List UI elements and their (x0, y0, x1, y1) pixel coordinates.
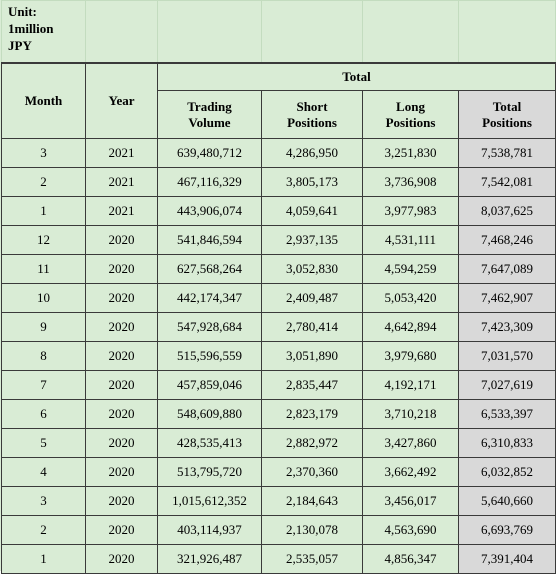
short-positions-cell: 3,051,890 (262, 342, 363, 371)
month-cell: 10 (2, 284, 86, 313)
total-positions-cell: 7,468,246 (459, 226, 556, 255)
month-cell: 6 (2, 400, 86, 429)
year-cell: 2020 (86, 313, 158, 342)
trading-volume-cell: 467,116,329 (158, 168, 262, 197)
long-positions-cell: 3,662,492 (363, 458, 459, 487)
total-group-header: Total (158, 63, 556, 91)
trading-volume-cell: 403,114,937 (158, 516, 262, 545)
trading-volume-cell: 513,795,720 (158, 458, 262, 487)
long-positions-cell: 4,594,259 (363, 255, 459, 284)
short-positions-cell: 2,370,360 (262, 458, 363, 487)
month-cell: 2 (2, 168, 86, 197)
short-positions-cell: 2,184,643 (262, 487, 363, 516)
long-positions-header: Long Positions (363, 91, 459, 139)
table-row (2, 458, 556, 487)
table-row (2, 226, 556, 255)
empty-cell (86, 1, 158, 63)
trading-volume-cell: 547,928,684 (158, 313, 262, 342)
long-positions-cell: 3,251,830 (363, 139, 459, 168)
short-positions-cell: 2,409,487 (262, 284, 363, 313)
trading-volume-cell: 428,535,413 (158, 429, 262, 458)
year-cell: 2020 (86, 545, 158, 574)
positions-table (1, 0, 556, 574)
empty-cell (459, 1, 556, 63)
table-row (2, 400, 556, 429)
table-row (2, 313, 556, 342)
short-positions-cell: 2,937,135 (262, 226, 363, 255)
long-positions-cell: 3,979,680 (363, 342, 459, 371)
total-positions-cell: 7,391,404 (459, 545, 556, 574)
long-positions-cell: 3,736,908 (363, 168, 459, 197)
year-cell: 2020 (86, 458, 158, 487)
table-row (2, 371, 556, 400)
month-cell: 5 (2, 429, 86, 458)
trading-volume-cell: 443,906,074 (158, 197, 262, 226)
total-positions-cell: 7,538,781 (459, 139, 556, 168)
total-positions-cell: 7,647,089 (459, 255, 556, 284)
trading-volume-header: Trading Volume (158, 91, 262, 139)
long-positions-cell: 3,710,218 (363, 400, 459, 429)
empty-cell (262, 1, 363, 63)
table-row (2, 255, 556, 284)
year-cell: 2020 (86, 342, 158, 371)
table-row (2, 139, 556, 168)
year-cell: 2020 (86, 429, 158, 458)
table-body (2, 139, 556, 574)
month-cell: 11 (2, 255, 86, 284)
trading-volume-cell: 548,609,880 (158, 400, 262, 429)
total-positions-cell: 7,027,619 (459, 371, 556, 400)
month-cell: 1 (2, 197, 86, 226)
table-row (2, 168, 556, 197)
total-positions-cell: 6,533,397 (459, 400, 556, 429)
month-cell: 9 (2, 313, 86, 342)
short-positions-cell: 2,882,972 (262, 429, 363, 458)
table-row (2, 487, 556, 516)
long-positions-cell: 4,563,690 (363, 516, 459, 545)
short-positions-cell: 3,805,173 (262, 168, 363, 197)
total-positions-header: Total Positions (459, 91, 556, 139)
long-positions-cell: 3,427,860 (363, 429, 459, 458)
short-positions-header: Short Positions (262, 91, 363, 139)
short-positions-cell: 2,535,057 (262, 545, 363, 574)
year-cell: 2020 (86, 400, 158, 429)
table-row (2, 342, 556, 371)
month-cell: 2 (2, 516, 86, 545)
short-positions-cell: 4,059,641 (262, 197, 363, 226)
long-positions-cell: 4,192,171 (363, 371, 459, 400)
year-cell: 2021 (86, 139, 158, 168)
trading-volume-cell: 457,859,046 (158, 371, 262, 400)
short-positions-cell: 2,835,447 (262, 371, 363, 400)
year-cell: 2020 (86, 516, 158, 545)
month-cell: 8 (2, 342, 86, 371)
year-cell: 2020 (86, 255, 158, 284)
total-positions-cell: 8,037,625 (459, 197, 556, 226)
total-positions-cell: 7,542,081 (459, 168, 556, 197)
trading-volume-cell: 442,174,347 (158, 284, 262, 313)
year-header: Year (86, 63, 158, 139)
total-positions-cell: 7,031,570 (459, 342, 556, 371)
trading-volume-cell: 1,015,612,352 (158, 487, 262, 516)
long-positions-cell: 4,531,111 (363, 226, 459, 255)
year-cell: 2020 (86, 487, 158, 516)
unit-label: Unit: 1million JPY (8, 4, 54, 53)
month-cell: 7 (2, 371, 86, 400)
table-row (2, 516, 556, 545)
trading-volume-cell: 627,568,264 (158, 255, 262, 284)
month-cell: 1 (2, 545, 86, 574)
total-positions-cell: 7,462,907 (459, 284, 556, 313)
table-row (2, 545, 556, 574)
month-cell: 3 (2, 487, 86, 516)
month-cell: 12 (2, 226, 86, 255)
month-cell: 3 (2, 139, 86, 168)
trading-volume-cell: 541,846,594 (158, 226, 262, 255)
long-positions-cell: 3,977,983 (363, 197, 459, 226)
total-positions-cell: 6,032,852 (459, 458, 556, 487)
long-positions-cell: 5,053,420 (363, 284, 459, 313)
total-positions-cell: 7,423,309 (459, 313, 556, 342)
total-positions-cell: 6,693,769 (459, 516, 556, 545)
total-positions-cell: 6,310,833 (459, 429, 556, 458)
header-row-total (2, 63, 556, 91)
short-positions-cell: 2,823,179 (262, 400, 363, 429)
total-positions-cell: 5,640,660 (459, 487, 556, 516)
short-positions-cell: 2,780,414 (262, 313, 363, 342)
year-cell: 2020 (86, 226, 158, 255)
trading-volume-cell: 515,596,559 (158, 342, 262, 371)
empty-cell (363, 1, 459, 63)
year-cell: 2020 (86, 284, 158, 313)
table-row (2, 197, 556, 226)
unit-row (2, 1, 556, 63)
empty-cell (158, 1, 262, 63)
long-positions-cell: 4,642,894 (363, 313, 459, 342)
year-cell: 2021 (86, 197, 158, 226)
month-header: Month (2, 63, 86, 139)
short-positions-cell: 3,052,830 (262, 255, 363, 284)
unit-cell (2, 1, 86, 63)
short-positions-cell: 4,286,950 (262, 139, 363, 168)
long-positions-cell: 3,456,017 (363, 487, 459, 516)
short-positions-cell: 2,130,078 (262, 516, 363, 545)
table-row (2, 429, 556, 458)
long-positions-cell: 4,856,347 (363, 545, 459, 574)
year-cell: 2020 (86, 371, 158, 400)
month-cell: 4 (2, 458, 86, 487)
trading-volume-cell: 321,926,487 (158, 545, 262, 574)
table-row (2, 284, 556, 313)
year-cell: 2021 (86, 168, 158, 197)
trading-volume-cell: 639,480,712 (158, 139, 262, 168)
